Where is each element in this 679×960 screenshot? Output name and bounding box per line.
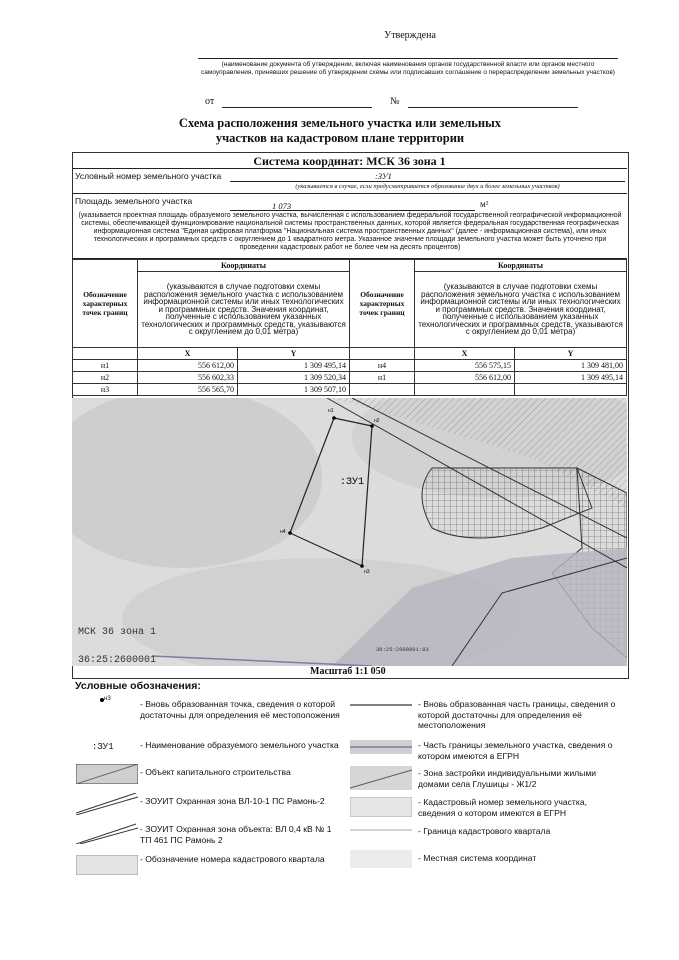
point-cell: н4 (350, 360, 415, 372)
y-cell: 1 309 495,14 (515, 372, 627, 384)
parcel-map-label: :ЗУ1 (340, 477, 365, 488)
vl04-zone-swatch (76, 822, 138, 844)
egrn-boundary-swatch (350, 740, 412, 754)
legend-text: - Вновь образованная часть границы, сведения о которой достаточны для определения её местоположения (418, 699, 616, 730)
table-row (350, 372, 627, 384)
point-cell: н2 (73, 372, 138, 384)
new-point-swatch (100, 698, 134, 713)
x-cell: 556 612,00 (138, 360, 238, 372)
x-cell: 556 575,15 (415, 360, 515, 372)
from-label: от (205, 96, 215, 107)
y-cell: 1 309 481,00 (515, 360, 627, 372)
legend-text: - Граница кадастрового квартала (418, 826, 551, 836)
y-header: Y (515, 348, 627, 360)
point-cell: н1 (73, 360, 138, 372)
coord-table-left (72, 259, 350, 396)
table-row (73, 360, 350, 372)
scheme-title-line2: участков на кадастровом плане территории (215, 131, 465, 145)
parcel-id-label: Условный номер земельного участка (75, 171, 222, 181)
parcel-id-note: (указывается в случае, если предусматривается образование двух и более земельных участков) (295, 183, 560, 190)
legend-text: - Вновь образованная точка, сведения о которой достаточны для определения её местоположения (140, 699, 340, 720)
col-coords-header: Координаты (415, 260, 627, 272)
y-header: Y (238, 348, 350, 360)
vl10-zone-swatch (76, 793, 138, 815)
table-row (350, 360, 627, 372)
legend-text: - Часть границы земельного участка, сведения о котором имеются в ЕГРН (418, 740, 613, 761)
x-header: X (138, 348, 238, 360)
legend-text: - Зона застройки индивидуальными жилыми домами села Глушицы - Ж1/2 (418, 768, 597, 789)
area-note: (указывается проектная площадь образуемого земельного участка, вычисленная с использованием федеральной государственной географической информационной системы, обеспечивающей функционирование национальной системы пространственных данных, которой является федеральная государственная географическая информационная система "Единая цифровая платформа "Национальная система пространственных данных" (далее - информационная система), или иных технологических и программных средств с округлением до 1 квадратного метра. Указанное значение площади земельного участка может быть уточнено при проведении кадастровых работ не более чем на десять процентов) (78, 212, 622, 251)
point-label: н3 (364, 569, 370, 575)
table-row (73, 384, 350, 396)
parcel-number-label: 36:25:2600001:83 (376, 646, 429, 653)
point-marker (332, 416, 336, 420)
legend-text: - ЗОУИТ Охранная зона объекта: ВЛ 0,4 кВ № 1 ТП 461 ПС Рамонь 2 (140, 824, 332, 845)
x-cell: 556 565,70 (138, 384, 238, 396)
scale-label: Масштаб 1:1 050 (310, 666, 386, 677)
legend-text: - Объект капитального строительства (140, 767, 291, 777)
building-swatch (76, 764, 138, 784)
y-cell (515, 384, 627, 396)
quarter-boundary-swatch (350, 822, 412, 838)
x-header: X (415, 348, 515, 360)
quarter-label: 36:25:2600001 (78, 655, 157, 666)
area-value: 1 073 (272, 201, 292, 211)
parcel-id-line (230, 181, 625, 182)
number-line (408, 107, 578, 108)
legend-text: - Обозначение номера кадастрового квартала (140, 854, 325, 864)
legend-text: - Кадастровый номер земельного участка, сведения о котором имеются в ЕГРН (418, 797, 587, 818)
point-label: н4 (280, 529, 286, 535)
point-marker (370, 424, 374, 428)
legend-text: - Наименование образуемого земельного участка (140, 740, 339, 750)
y-cell: 1 309 495,14 (238, 360, 350, 372)
scheme-title-line1: Схема расположения земельного участка или земельных (178, 116, 502, 130)
legend-sample-text: н3 (104, 696, 111, 702)
table-row (73, 372, 350, 384)
y-cell: 1 309 520,34 (238, 372, 350, 384)
point-marker (360, 564, 364, 568)
local-system-swatch (350, 850, 412, 868)
approval-line (198, 58, 618, 59)
cadastral-number-swatch (350, 797, 412, 817)
legend-text: - ЗОУИТ Охранная зона ВЛ-10-1 ПС Рамонь-2 (140, 796, 325, 806)
coord-system-title: Система координат: МСК 36 зона 1 (253, 154, 446, 168)
parcel-name-swatch: :ЗУ1 (92, 742, 114, 752)
y-cell: 1 309 507,10 (238, 384, 350, 396)
coords-note: (указываются в случае подготовки схемы расположения земельного участка с использованием информационной системы или иных технологических и программных средств. Значения координат, полученные с использованием указанных технологических и программных средств, указываются с округлением до 0,01 метра) (138, 272, 350, 348)
area-label: Площадь земельного участка (75, 196, 193, 206)
coord-table-right (349, 259, 627, 396)
x-cell (415, 384, 515, 396)
col-coords-header: Координаты (138, 260, 350, 272)
new-boundary-swatch (350, 700, 412, 710)
approval-note: (наименование документа об утверждении, включая наименования органов государственной власти или органов местного самоуправления, принявших решение об утверждении схемы или подписавших соглашение о перераспределении земельных участков) (201, 61, 615, 76)
cadastral-map (72, 398, 627, 666)
number-label: № (390, 96, 400, 107)
point-cell: н3 (73, 384, 138, 396)
area-line (230, 210, 475, 211)
point-marker (288, 531, 292, 535)
legend-text: - Местная система координат (418, 853, 537, 863)
area-unit: м² (480, 199, 489, 209)
parcel-id-value: :ЗУ1 (375, 171, 392, 181)
point-cell (350, 384, 415, 396)
x-cell: 556 602,33 (138, 372, 238, 384)
coord-system-label: МСК 36 зона 1 (78, 627, 157, 638)
table-row (350, 384, 627, 396)
col-point-header: Обозначение характерных точек границ (350, 260, 415, 348)
x-cell: 556 612,00 (415, 372, 515, 384)
approval-title: Утверждена (384, 30, 436, 41)
point-cell: н1 (350, 372, 415, 384)
quarter-number-swatch (76, 855, 138, 875)
col-point-header: Обозначение характерных точек границ (73, 260, 138, 348)
legend-title: Условные обозначения: (75, 680, 201, 692)
coords-note: (указываются в случае подготовки схемы расположения земельного участка с использованием информационной системы или иных технологических и программных средств. Значения координат, полученные с использованием указанных технологических и программных средств, указываются с округлением до 0,01 метра) (415, 272, 627, 348)
divider (72, 168, 627, 169)
point-label: н2 (374, 418, 380, 424)
date-line (222, 107, 372, 108)
point-label: н1 (328, 408, 334, 414)
residential-zone-swatch (350, 766, 412, 790)
divider (72, 193, 627, 194)
